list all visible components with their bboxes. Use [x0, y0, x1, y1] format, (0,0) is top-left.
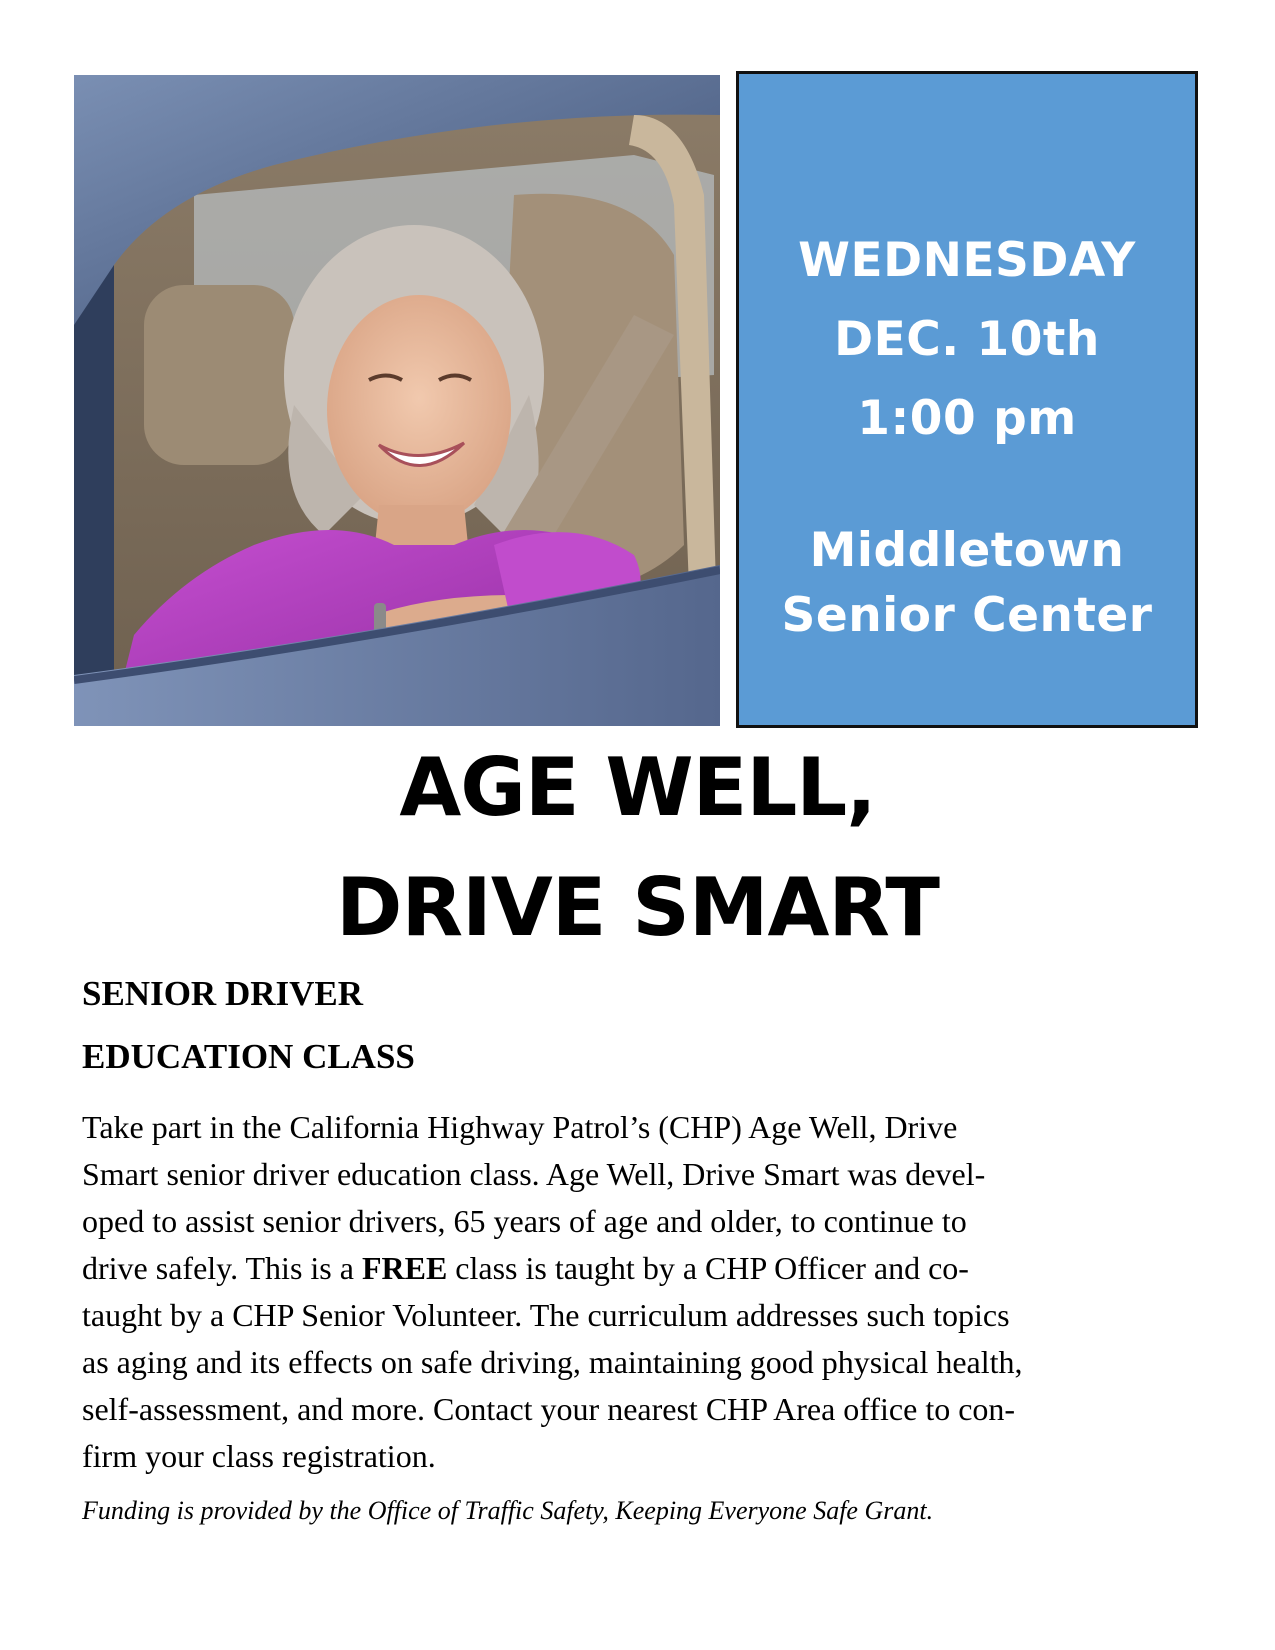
- body-line: self-assessment, and more. Contact your nearest CHP Area office to con-: [82, 1391, 1016, 1427]
- body-text-segment: class is taught by a CHP Officer and co-: [447, 1250, 969, 1286]
- body-text-segment: drive safely. This is a: [82, 1250, 362, 1286]
- body-line: Take part in the California Highway Patrol’s (CHP) Age Well, Drive: [82, 1109, 958, 1145]
- senior-driver-photo: [74, 75, 720, 726]
- subheading-line2: EDUCATION CLASS: [82, 1037, 415, 1076]
- event-day: WEDNESDAY: [798, 233, 1136, 288]
- subheading-line1: SENIOR DRIVER: [82, 974, 364, 1013]
- event-venue-line1: Middletown: [809, 523, 1125, 578]
- event-venue-line2: Senior Center: [781, 588, 1153, 643]
- flyer-title-line1: AGE WELL,: [399, 741, 876, 834]
- event-details-box: [736, 71, 1198, 728]
- body-line: firm your class registration.: [82, 1438, 436, 1474]
- event-date: DEC. 10th: [834, 312, 1100, 367]
- description-paragraph: [82, 1104, 1202, 1480]
- body-line: taught by a CHP Senior Volunteer. The curriculum addresses such topics: [82, 1297, 1010, 1333]
- flyer-title-line2: DRIVE SMART: [336, 861, 939, 954]
- body-line: oped to assist senior drivers, 65 years of age and older, to continue to: [82, 1203, 967, 1239]
- body-line: [82, 1245, 1202, 1292]
- free-emphasis: FREE: [361, 1250, 448, 1286]
- body-line: as aging and its effects on safe driving, maintaining good physical health,: [82, 1344, 1023, 1380]
- event-time: 1:00 pm: [857, 391, 1077, 446]
- body-line: Smart senior driver education class. Age Well, Drive Smart was devel-: [82, 1156, 986, 1192]
- funding-note: Funding is provided by the Office of Traffic Safety, Keeping Everyone Safe Grant.: [82, 1496, 934, 1525]
